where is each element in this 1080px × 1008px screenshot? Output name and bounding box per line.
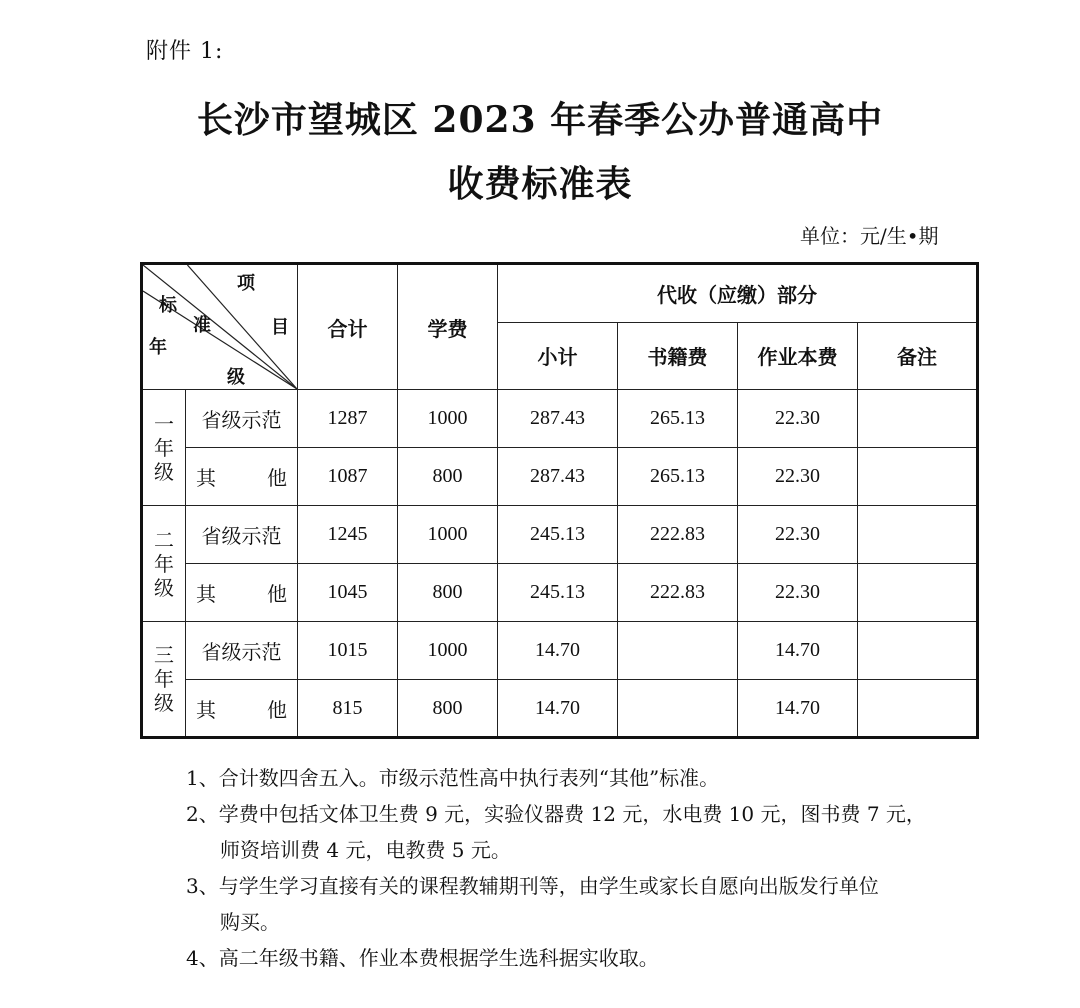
table-row [142,448,978,506]
corner-label-biao: 标 [159,295,177,316]
subtotal-cell: 287.43 [498,390,618,448]
total-cell: 1045 [298,564,398,622]
header-books: 书籍费 [618,322,738,389]
subtotal-cell: 287.43 [498,448,618,506]
corner-label-nian: 年 [149,337,167,358]
total-cell: 1287 [298,390,398,448]
subtotal-cell: 14.70 [498,680,618,738]
note-3: 3、与学生学习直接有关的课程教辅期刊等，由学生或家长自愿向出版发行单位 购买。 [186,874,879,934]
note-4: 4、高二年级书籍、作业本费根据学生选科据实收取。 [186,946,659,970]
subtotal-cell: 245.13 [498,506,618,564]
workbook-cell: 22.30 [738,564,858,622]
corner-label-xiang: 项 [237,273,255,294]
remark-cell [858,506,978,564]
tuition-cell: 800 [398,564,498,622]
remark-cell [858,680,978,738]
unit-label: 单位：元/生•期 [800,224,939,248]
type-cell: 其 他 [186,448,298,506]
header-tuition: 学费 [398,264,498,390]
remark-cell [858,564,978,622]
workbook-cell: 14.70 [738,680,858,738]
total-cell: 1245 [298,506,398,564]
note-2: 2、学费中包括文体卫生费 9 元，实验仪器费 12 元，水电费 10 元，图书费 7 元， 师资培训费 4 元，电教费 5 元。 [186,802,926,862]
tuition-cell: 1000 [398,506,498,564]
subtotal-cell: 14.70 [498,622,618,680]
corner-label-zhun: 准 [193,315,211,336]
books-cell: 222.83 [618,506,738,564]
title-line-1: 长沙市望城区 2023 年春季公办普通高中 [196,99,884,141]
corner-label-ji: 级 [227,367,245,388]
workbook-cell: 14.70 [738,622,858,680]
table-row [142,564,978,622]
type-cell: 省级示范 [186,622,298,680]
books-cell: 265.13 [618,448,738,506]
type-cell: 省级示范 [186,390,298,448]
total-cell: 1015 [298,622,398,680]
subtotal-cell: 245.13 [498,564,618,622]
total-cell: 1087 [298,448,398,506]
type-cell: 省级示范 [186,506,298,564]
attachment-label: 附件 1: [146,39,224,64]
tuition-cell: 1000 [398,622,498,680]
workbook-cell: 22.30 [738,506,858,564]
table-row [142,390,978,448]
tuition-cell: 800 [398,448,498,506]
workbook-cell: 22.30 [738,448,858,506]
type-cell: 其 他 [186,680,298,738]
header-workbook: 作业本费 [738,322,858,389]
table-row [142,622,978,680]
corner-label-mu: 目 [271,317,289,338]
books-cell: 222.83 [618,564,738,622]
notes-section [186,760,976,976]
grade-cell-3: 三 年 级 [142,622,186,738]
books-cell: 265.13 [618,390,738,448]
note-1: 1、合计数四舍五入。市级示范性高中执行表列“其他”标准。 [186,766,720,790]
title-line-2: 收费标准表 [447,163,633,205]
total-cell: 815 [298,680,398,738]
books-cell [618,680,738,738]
header-total: 合计 [298,264,398,390]
workbook-cell: 22.30 [738,390,858,448]
table-row [142,680,978,738]
table-row [142,506,978,564]
tuition-cell: 1000 [398,390,498,448]
remark-cell [858,622,978,680]
header-collect: 代收（应缴）部分 [498,264,978,323]
header-remark: 备注 [858,322,978,389]
type-cell: 其 他 [186,564,298,622]
header-corner-cell [142,264,298,390]
books-cell [618,622,738,680]
tuition-cell: 800 [398,680,498,738]
grade-cell-2: 二 年 级 [142,506,186,622]
remark-cell [858,390,978,448]
fee-table [140,262,979,739]
header-subtotal: 小计 [498,322,618,389]
grade-cell-1: 一 年 级 [142,390,186,506]
remark-cell [858,448,978,506]
